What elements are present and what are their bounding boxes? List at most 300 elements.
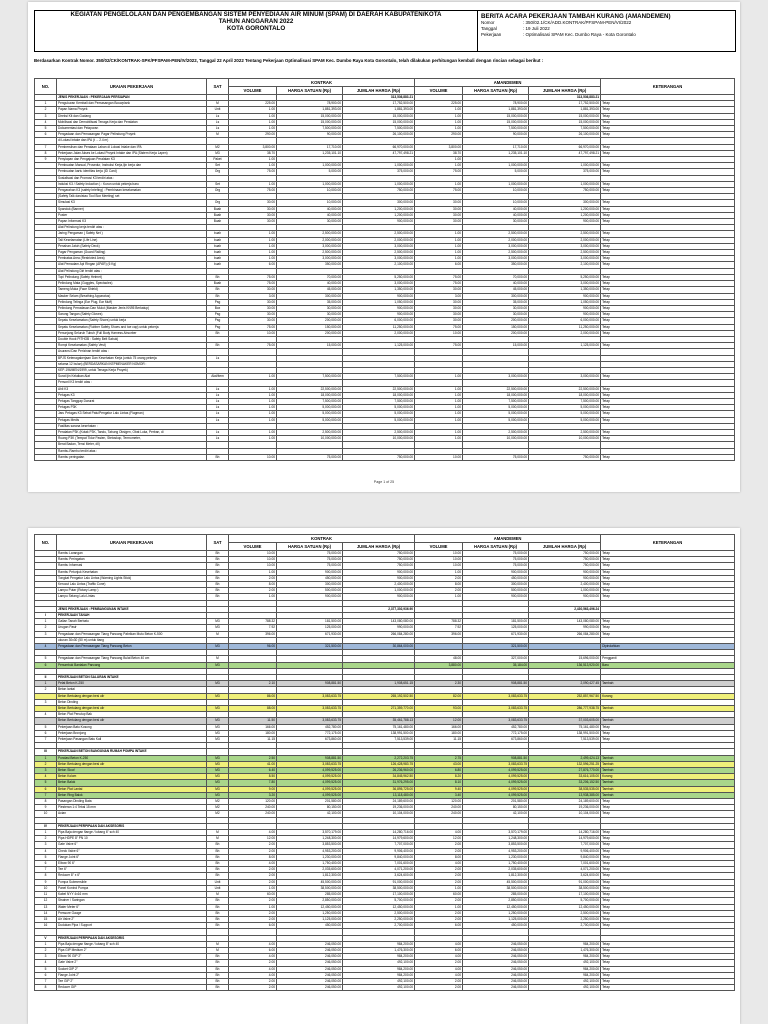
cell-no: 6 <box>35 730 57 736</box>
cell-uraian: Pekerjaan Bronjong <box>57 730 207 736</box>
cell-keterangan: Tambah <box>601 718 735 724</box>
cell-jumlah-kontrak: 75,161,480.00 <box>343 724 415 730</box>
cell-jumlah-amandemen: 9,906,400.00 <box>529 848 601 854</box>
cell-no: 3 <box>35 768 57 774</box>
cell-uraian: Mobilisasi dan Demobilisasi Tenaga Kerja dan Peralatan <box>57 119 207 125</box>
cell-no: 3 <box>35 842 57 848</box>
cell-harga-kontrak: 246,050.00 <box>277 960 343 966</box>
cell-keterangan: Tetap <box>601 575 735 581</box>
cell-uraian: Urugan Pasir <box>57 625 207 631</box>
cell-harga-amandemen: 125,000.00 <box>463 625 529 631</box>
cell-harga-kontrak: 285,000.00 <box>277 892 343 898</box>
cell-jumlah-amandemen: 38,535,535.00 <box>529 786 601 792</box>
cell-keterangan: Tetap <box>601 107 735 113</box>
col-harga-amandemen: HARGA SATUAN (Rp) <box>463 87 529 95</box>
cell-harga-amandemen: 5,000,000.00 <box>463 405 529 411</box>
col-volume-amandemen: VOLUME <box>415 543 463 551</box>
cell-keterangan: Tetap <box>601 250 735 256</box>
cell-harga-amandemen: 300,000.00 <box>463 293 529 299</box>
cell-harga-kontrak: 78,900.00 <box>277 101 343 107</box>
cell-jumlah-amandemen: 375,000.00 <box>529 169 601 175</box>
cell-uraian: Jaru Petugas K3 Sehat Patu/Pengatur Lalu Lintas (Flagman) <box>57 411 207 417</box>
cell-harga-kontrak: 246,050.00 <box>277 941 343 947</box>
cell-harga-amandemen: 450,000.00 <box>463 923 529 929</box>
cell-uraian: (Safety Talk dan/atau Tool Box Meeting) set <box>57 194 207 200</box>
cell-harga-kontrak: 45,500,000.00 <box>277 879 343 885</box>
cell-volume-amandemen: 290.00 <box>415 132 463 138</box>
cell-sat: Bh <box>207 848 229 854</box>
cell-harga-kontrak: 450,000.00 <box>277 923 343 929</box>
cell-sat: Ls <box>207 405 229 411</box>
table-row <box>35 454 735 460</box>
cell-uraian: Surat Ijin Kelaikan Alat <box>57 374 207 380</box>
cell-sat: M3 <box>207 150 229 156</box>
cell-jumlah-kontrak: 1,050,000.00 <box>343 299 415 305</box>
cell-jumlah-amandemen: 91,000,000.00 <box>529 879 601 885</box>
cell-volume-kontrak: 1.00 <box>229 904 277 910</box>
cell-volume-amandemen: 1.00 <box>415 436 463 442</box>
cell-harga-amandemen: 15,000.00 <box>463 343 529 349</box>
cell-jumlah-kontrak: 2,272,203.75 <box>343 755 415 761</box>
cell-uraian: Pipa Baja dengan flange / lubang 8" sch 40 <box>57 941 207 947</box>
cell-sat: Bh <box>207 873 229 879</box>
cell-volume-amandemen: 1.00 <box>415 243 463 249</box>
cell-uraian: Pelindung Telinga (Ear Plug, Ear Muff) <box>57 299 207 305</box>
cell-keterangan: Tambah <box>601 786 735 792</box>
cell-harga-kontrak: 908,881.50 <box>277 681 343 687</box>
cell-harga-amandemen: 2,850,000.00 <box>463 898 529 904</box>
cell-jumlah-amandemen: 5,000,000.00 <box>529 417 601 423</box>
cell-sat: Bh <box>207 551 229 557</box>
cell-volume-amandemen: 8.00 <box>415 582 463 588</box>
col-harga-amandemen: HARGA SATUAN (Rp) <box>463 543 529 551</box>
cell-harga-kontrak: 1,250,000.00 <box>277 910 343 916</box>
cell-no: 6 <box>35 861 57 867</box>
cell-volume-kontrak: 2.00 <box>229 978 277 984</box>
cell-harga-amandemen: 1,000,000.00 <box>463 181 529 187</box>
cell-no: 2 <box>35 107 57 113</box>
cell-jumlah-kontrak: 984,200.00 <box>343 954 415 960</box>
cell-harga-kontrak: 30,000.00 <box>277 219 343 225</box>
cell-jumlah-amandemen: 7,001,600.00 <box>529 861 601 867</box>
cell-jumlah-kontrak: 22,500,000.00 <box>343 386 415 392</box>
cell-volume-amandemen: 2.00 <box>415 873 463 879</box>
cell-uraian: Flange Joint 6" <box>57 854 207 860</box>
cell-volume-kontrak: 1.00 <box>229 237 277 243</box>
cell-sat: Ls <box>207 355 229 361</box>
cell-volume-amandemen: 30.00 <box>415 299 463 305</box>
cell-harga-amandemen: 671,930.00 <box>463 631 529 637</box>
cell-jumlah-kontrak: 5,700,000.00 <box>343 898 415 904</box>
cell-volume-amandemen: 2.00 <box>415 575 463 581</box>
col-volume-amandemen: VOLUME <box>415 87 463 95</box>
col-jumlah-kontrak: JUMLAH HARGA (Rp) <box>343 87 415 95</box>
cell-uraian: Pelindung Pernafasan Dan Mulut (Masker Jenis KN95 Berkatup) <box>57 305 207 311</box>
cell-sat: Unit <box>207 107 229 113</box>
cell-uraian: Rambu Peringatan <box>57 557 207 563</box>
cell-harga-amandemen: 1,812,300.00 <box>463 873 529 879</box>
cell-volume-kontrak: 240.00 <box>229 811 277 817</box>
cell-keterangan: Tambah <box>601 792 735 798</box>
cell-uraian: Gate Valve 2" <box>57 960 207 966</box>
cell-uraian: Sarung Tangan (Safety Gloves) <box>57 312 207 318</box>
cell-volume-kontrak: 10.00 <box>229 551 277 557</box>
cell-sat: Set <box>207 163 229 169</box>
cell-harga-kontrak: 500,000.00 <box>277 588 343 594</box>
cell-jumlah-amandemen: 286,777,938.75 <box>529 706 601 712</box>
cell-sat: M3 <box>207 786 229 792</box>
cell-uraian: Petugas Medis <box>57 417 207 423</box>
header-title-line-3: KOTA GORONTALO <box>226 25 286 32</box>
cell-jumlah-kontrak: 17,752,500.00 <box>343 101 415 107</box>
cell-volume-kontrak: 10.00 <box>229 330 277 336</box>
cell-volume-amandemen: 2.00 <box>415 960 463 966</box>
cell-jumlah-kontrak: 15,000,000.00 <box>343 119 415 125</box>
cell-uraian: Beton Sloof <box>57 768 207 774</box>
cell-volume-kontrak: 30.00 <box>229 206 277 212</box>
cell-keterangan: Tetap <box>601 231 735 237</box>
cell-harga-amandemen: 246,050.00 <box>463 954 529 960</box>
cell-jumlah-kontrak: 1,000,000.00 <box>343 163 415 169</box>
cell-uraian: Water Meter 6" <box>57 904 207 910</box>
col-amandemen: AMANDEMEN <box>415 79 601 87</box>
cell-sat: M <box>207 101 229 107</box>
cell-harga-amandemen: 4,099,525.00 <box>463 768 529 774</box>
cell-jumlah-amandemen: 6,000,000.00 <box>529 318 601 324</box>
cell-sat: Bh <box>207 954 229 960</box>
cell-jumlah-amandemen: 5,700,000.00 <box>529 898 601 904</box>
cell-volume-amandemen: 10.00 <box>415 454 463 460</box>
cell-jumlah-kontrak: 7,707,000.00 <box>343 842 415 848</box>
cell-uraian: Dudukan Pipa / Support <box>57 923 207 929</box>
cell-volume-kontrak: 2.50 <box>229 755 277 761</box>
cell-sat: Bh <box>207 569 229 575</box>
cell-uraian: Sepatu Keselamatan (Rubber Safety Shoes and toe cap) untuk pekerja <box>57 324 207 330</box>
cell-volume-amandemen: 2.00 <box>415 879 463 885</box>
cell-uraian: Acian <box>57 811 207 817</box>
cell-keterangan: Tetap <box>601 985 735 991</box>
cell-jumlah-kontrak: 6,000,000.00 <box>343 318 415 324</box>
cell-uraian: Beton Ring Balok <box>57 792 207 798</box>
cell-jumlah-kontrak: 492,100.00 <box>343 985 415 991</box>
cell-jumlah-kontrak: 10,104,000.00 <box>343 811 415 817</box>
cell-jumlah-kontrak: 900,000.00 <box>343 594 415 600</box>
cell-uraian: Direksi Kit dan Gudang <box>57 113 207 119</box>
cell-jumlah-amandemen: 990,000.00 <box>529 625 601 631</box>
cell-volume-amandemen: 1.00 <box>415 181 463 187</box>
cell-jumlah-amandemen: 3,624,600.00 <box>529 873 601 879</box>
cell-keterangan: Tetap <box>601 262 735 268</box>
cell-uraian: Petugas Tanggap Darurat <box>57 398 207 404</box>
cell-uraian: Pengadaan dan Pemasangan Tiang Pancang Bulat Beton 40 cm <box>57 656 207 662</box>
cell-volume-kontrak: 96.00 <box>229 644 277 650</box>
cell-harga-kontrak: 150,000.00 <box>277 324 343 330</box>
cell-jumlah-amandemen: 3,000,000.00 <box>529 374 601 380</box>
cell-volume-amandemen: 30.00 <box>415 206 463 212</box>
cell-jumlah-amandemen: 15,000,000.00 <box>529 113 601 119</box>
cell-uraian: Check Valve 6" <box>57 848 207 854</box>
cell-jumlah-amandemen: 17,100,000.00 <box>529 892 601 898</box>
cell-volume-kontrak: 1.00 <box>229 250 277 256</box>
cell-harga-amandemen: 5,000,000.00 <box>463 411 529 417</box>
cell-harga-kontrak: 12,450,000.00 <box>277 904 343 910</box>
cell-uraian: Lampu Putar (Rotary Lamp ) <box>57 588 207 594</box>
cell-volume-amandemen: 1.00 <box>415 107 463 113</box>
cell-harga-kontrak: 246,050.00 <box>277 972 343 978</box>
cell-harga-amandemen: 7,500,000.00 <box>463 398 529 404</box>
cell-sat: Buah <box>207 212 229 218</box>
cell-keterangan: Tetap <box>601 563 735 569</box>
cell-uraian: Tee GIP 2" <box>57 978 207 984</box>
cell-volume-amandemen: 4.00 <box>415 941 463 947</box>
cell-volume-amandemen: 2.00 <box>415 848 463 854</box>
cell-uraian: Simulasi K3 <box>57 200 207 206</box>
cell-uraian: Beton Bertulang dengan besi ulir <box>57 693 207 699</box>
cell-jumlah-amandemen: 750,000.00 <box>529 188 601 194</box>
rab-table-page-2 <box>34 534 735 991</box>
cell-harga-amandemen: 18,000,000.00 <box>463 392 529 398</box>
cell-jumlah-amandemen: 2,250,000.00 <box>529 916 601 922</box>
cell-jumlah-amandemen: 3,000,000.00 <box>529 281 601 287</box>
cell-volume-amandemen: 30.00 <box>415 200 463 206</box>
cell-volume-kontrak: 4.00 <box>229 861 277 867</box>
cell-uraian: Beton lantai <box>57 687 207 693</box>
cell-volume-kontrak: 8.00 <box>229 854 277 860</box>
cell-harga-kontrak: 125,000.00 <box>277 625 343 631</box>
cell-jumlah-amandemen: 75,161,480.00 <box>529 724 601 730</box>
cell-sat: Bh <box>207 923 229 929</box>
cell-keterangan: Tetap <box>601 287 735 293</box>
cell-sat: Bh <box>207 966 229 972</box>
cell-volume-amandemen: 30.00 <box>415 305 463 311</box>
cell-keterangan: Tetap <box>601 181 735 187</box>
cell-harga-amandemen: 15,000,000.00 <box>463 113 529 119</box>
cell-no: 9 <box>35 805 57 811</box>
cell-jumlah-kontrak: 91,000,000.00 <box>343 879 415 885</box>
cell-sat: M2 <box>207 811 229 817</box>
cell-harga-amandemen: 3,000,000.00 <box>463 256 529 262</box>
cell-volume-kontrak: 1.00 <box>229 405 277 411</box>
cell-harga-kontrak: 75,000.00 <box>277 551 343 557</box>
cell-harga-amandemen: 75,000.00 <box>463 551 529 557</box>
cell-volume-amandemen: 3,800.00 <box>415 144 463 150</box>
cell-volume-amandemen: 1.00 <box>415 231 463 237</box>
cell-harga-kontrak: 18,000,000.00 <box>277 392 343 398</box>
cell-sat: M3 <box>207 724 229 730</box>
cell-jumlah-amandemen: 300,000.00 <box>529 200 601 206</box>
col-uraian: URAIAN PEKERJAAN <box>57 535 207 551</box>
cell-uraian: ukuran 30x30 (50 m) untuk tiang <box>57 637 207 643</box>
cell-no: 4 <box>35 644 57 650</box>
col-keterangan: KETERANGAN <box>601 535 735 551</box>
cell-jumlah-amandemen: 14,280,716.00 <box>529 830 601 836</box>
cell-sat: buah <box>207 256 229 262</box>
cell-sat: M3 <box>207 761 229 767</box>
cell-uraian: Flange Joint 2" <box>57 972 207 978</box>
cell-harga-amandemen: 4,099,525.00 <box>463 786 529 792</box>
cell-harga-kontrak: 42,100.00 <box>277 811 343 817</box>
cell-jumlah-kontrak: 3,000,000.00 <box>343 256 415 262</box>
cell-jumlah-amandemen: 136,513,920.00 <box>529 662 601 668</box>
cell-keterangan: Tetap <box>601 551 735 557</box>
cell-volume-kontrak: 75.00 <box>229 169 277 175</box>
cell-no: 12 <box>35 898 57 904</box>
cell-jumlah-amandemen: 7,513,539.00 <box>529 737 601 743</box>
cell-jumlah-amandemen: 984,200.00 <box>529 972 601 978</box>
cell-jumlah-amandemen: 143,080,080.00 <box>529 619 601 625</box>
cell-volume-amandemen: 1.00 <box>415 429 463 435</box>
cell-uraian: Sosialisasi dan Promosi K3 terdiri atas : <box>57 175 207 181</box>
cell-sat: M3 <box>207 792 229 798</box>
cell-volume-amandemen: 3.00 <box>415 293 463 299</box>
cell-uraian: Penahan Jatuh (Safety Deck) <box>57 243 207 249</box>
cell-volume-kontrak: 6.00 <box>229 947 277 953</box>
cell-jumlah-kontrak: 313,536,883.21 <box>343 95 415 101</box>
cell-harga-kontrak: 4,099,525.00 <box>277 792 343 798</box>
cell-volume-amandemen: 9.40 <box>415 786 463 792</box>
cell-harga-kontrak: 10,000.00 <box>277 188 343 194</box>
cell-volume-amandemen: 4.00 <box>415 830 463 836</box>
cell-harga-kontrak: 200,000.00 <box>277 318 343 324</box>
cell-volume-kontrak: 10.00 <box>229 557 277 563</box>
cell-harga-amandemen: 2,500,000.00 <box>463 250 529 256</box>
cell-jumlah-kontrak: 9,906,400.00 <box>343 848 415 854</box>
cell-sat: Bh <box>207 293 229 299</box>
cell-volume-kontrak: 11.15 <box>229 737 277 743</box>
cell-sat: Bh <box>207 978 229 984</box>
cell-uraian: Petugas P3K <box>57 405 207 411</box>
cell-harga-kontrak: 300,000.00 <box>277 293 343 299</box>
cell-keterangan: Tetap <box>601 569 735 575</box>
cell-harga-amandemen: 12,450,000.00 <box>463 904 529 910</box>
cell-jumlah-amandemen: 3,000,000.00 <box>529 243 601 249</box>
cell-uraian: Rambu-Rambu terdiri atas : <box>57 448 207 454</box>
cell-uraian: Panel Kontrol Pompa <box>57 885 207 891</box>
cell-harga-kontrak: 75,000.00 <box>277 557 343 563</box>
cell-volume-amandemen: 2.00 <box>415 978 463 984</box>
cell-volume-kontrak: 60.00 <box>229 892 277 898</box>
cell-volume-kontrak: 86.00 <box>229 693 277 699</box>
cell-harga-kontrak: 3,083,633.75 <box>277 693 343 699</box>
cell-harga-amandemen: 3,083,633.75 <box>463 693 529 699</box>
cell-jumlah-amandemen: 2,700,000.00 <box>529 923 601 929</box>
cell-harga-amandemen: 246,050.00 <box>463 960 529 966</box>
cell-harga-kontrak: 7,500,000.00 <box>277 374 343 380</box>
cell-sat: Bh <box>207 454 229 460</box>
cell-volume-kontrak: 2.00 <box>229 575 277 581</box>
cell-uraian: Sepatu Keselamatan (Safety Shoes) untuk kerja <box>57 318 207 324</box>
cell-uraian: di Lokasi Intake dan IPA (t ... 2.4 m) <box>57 138 207 144</box>
cell-volume-kontrak: 120.00 <box>229 799 277 805</box>
cell-sat: Bh <box>207 842 229 848</box>
cell-volume-kontrak: 1.00 <box>229 392 277 398</box>
cell-harga-amandemen: 327,000.00 <box>463 656 529 662</box>
cell-harga-amandemen: 908,881.50 <box>463 755 529 761</box>
col-jumlah-amandemen: JUMLAH HARGA (Rp) <box>529 543 601 551</box>
cell-keterangan: Tetap <box>601 842 735 848</box>
cell-harga-kontrak: 2,500,000.00 <box>277 250 343 256</box>
cell-volume-kontrak: 30.00 <box>229 219 277 225</box>
cell-harga-kontrak: 5,000,000.00 <box>277 405 343 411</box>
cell-uraian: Spanduk (Banner) <box>57 206 207 212</box>
cell-sat: Bh <box>207 861 229 867</box>
cell-jumlah-kontrak: 900,000.00 <box>343 575 415 581</box>
cell-keterangan: Tetap <box>601 374 735 380</box>
cell-uraian: Masker Selam (Breathing Apparatus) <box>57 293 207 299</box>
cell-sat: Bh <box>207 575 229 581</box>
cell-sat: buah <box>207 250 229 256</box>
cell-jumlah-amandemen: 2,100,000.00 <box>529 262 601 268</box>
cell-volume-amandemen: 4.00 <box>415 966 463 972</box>
cell-jumlah-amandemen: 313,536,883.21 <box>529 95 601 101</box>
cell-volume-kontrak: 2.10 <box>229 681 277 687</box>
cell-no: 4 <box>35 712 57 718</box>
cell-volume-kontrak: 1.00 <box>229 398 277 404</box>
cell-volume-amandemen: 1.00 <box>415 126 463 132</box>
cell-volume-kontrak: 4.00 <box>229 830 277 836</box>
cell-jumlah-kontrak: 492,100.00 <box>343 960 415 966</box>
cell-no: IV <box>35 823 57 829</box>
cell-jumlah-kontrak: 984,200.00 <box>343 972 415 978</box>
cell-harga-amandemen: 908,881.50 <box>463 681 529 687</box>
cell-volume-amandemen: 2.30 <box>415 681 463 687</box>
cell-uraian: Peralatan P3K (Kotak P3K, Tandu, Tabung Oksigen, Obat Luka, Perban, di <box>57 429 207 435</box>
cell-keterangan: Tetap <box>601 811 735 817</box>
cell-uraian: Dokumentasi dan Pelaporan <box>57 126 207 132</box>
cell-volume-amandemen: 8.20 <box>415 774 463 780</box>
cell-jumlah-kontrak: 26,100,000.00 <box>343 132 415 138</box>
cell-keterangan: Tetap <box>601 861 735 867</box>
cell-harga-amandemen: 30,000.00 <box>463 312 529 318</box>
cell-sat: M3 <box>207 662 229 668</box>
cell-harga-amandemen: 900,000.00 <box>463 594 529 600</box>
cell-sat: Bh <box>207 972 229 978</box>
col-keterangan: KETERANGAN <box>601 79 735 95</box>
cell-uraian: Tali Keselamatan (Life Line) <box>57 237 207 243</box>
cell-uraian: Elbow 90 GIP 2" <box>57 954 207 960</box>
cell-harga-amandemen: 300,000.00 <box>463 582 529 588</box>
cell-uraian: Pembatas Area (Restricted Area) <box>57 256 207 262</box>
cell-jumlah-kontrak: 375,000.00 <box>343 169 415 175</box>
cell-volume-amandemen: 10.00 <box>415 330 463 336</box>
cell-volume-kontrak: 30.00 <box>229 312 277 318</box>
cell-volume-kontrak: 1.00 <box>229 113 277 119</box>
cell-no: 1 <box>35 830 57 836</box>
cell-volume-kontrak: 12.00 <box>229 836 277 842</box>
cell-uraian: Pekerjaan Batu Kosong <box>57 724 207 730</box>
cell-volume-kontrak: 1.00 <box>229 181 277 187</box>
cell-harga-amandemen: 1,125,000.00 <box>463 916 529 922</box>
cell-keterangan: Tetap <box>601 219 735 225</box>
cell-volume-amandemen: 1.00 <box>415 411 463 417</box>
cell-no: 4 <box>35 774 57 780</box>
cell-sat: Ls <box>207 386 229 392</box>
cell-uraian: Strainer / Saringan <box>57 898 207 904</box>
cell-keterangan: Tetap <box>601 417 735 423</box>
cell-sat: M <box>207 830 229 836</box>
col-jumlah-amandemen: JUMLAH HARGA (Rp) <box>529 87 601 95</box>
cell-volume-kontrak: 38.70 <box>229 150 277 156</box>
cell-harga-kontrak: 4,953,200.00 <box>277 848 343 854</box>
cell-jumlah-amandemen: 2,499,424.13 <box>529 755 601 761</box>
cell-harga-kontrak: 30,000.00 <box>277 312 343 318</box>
cell-jumlah-amandemen: 7,500,000.00 <box>529 126 601 132</box>
cell-jumlah-kontrak: 3,000,000.00 <box>343 281 415 287</box>
cell-volume-amandemen: 1.00 <box>415 594 463 600</box>
cell-harga-kontrak: 1,230,000.00 <box>277 854 343 860</box>
cell-volume-amandemen: 1.00 <box>415 569 463 575</box>
cell-keterangan: Tetap <box>601 978 735 984</box>
